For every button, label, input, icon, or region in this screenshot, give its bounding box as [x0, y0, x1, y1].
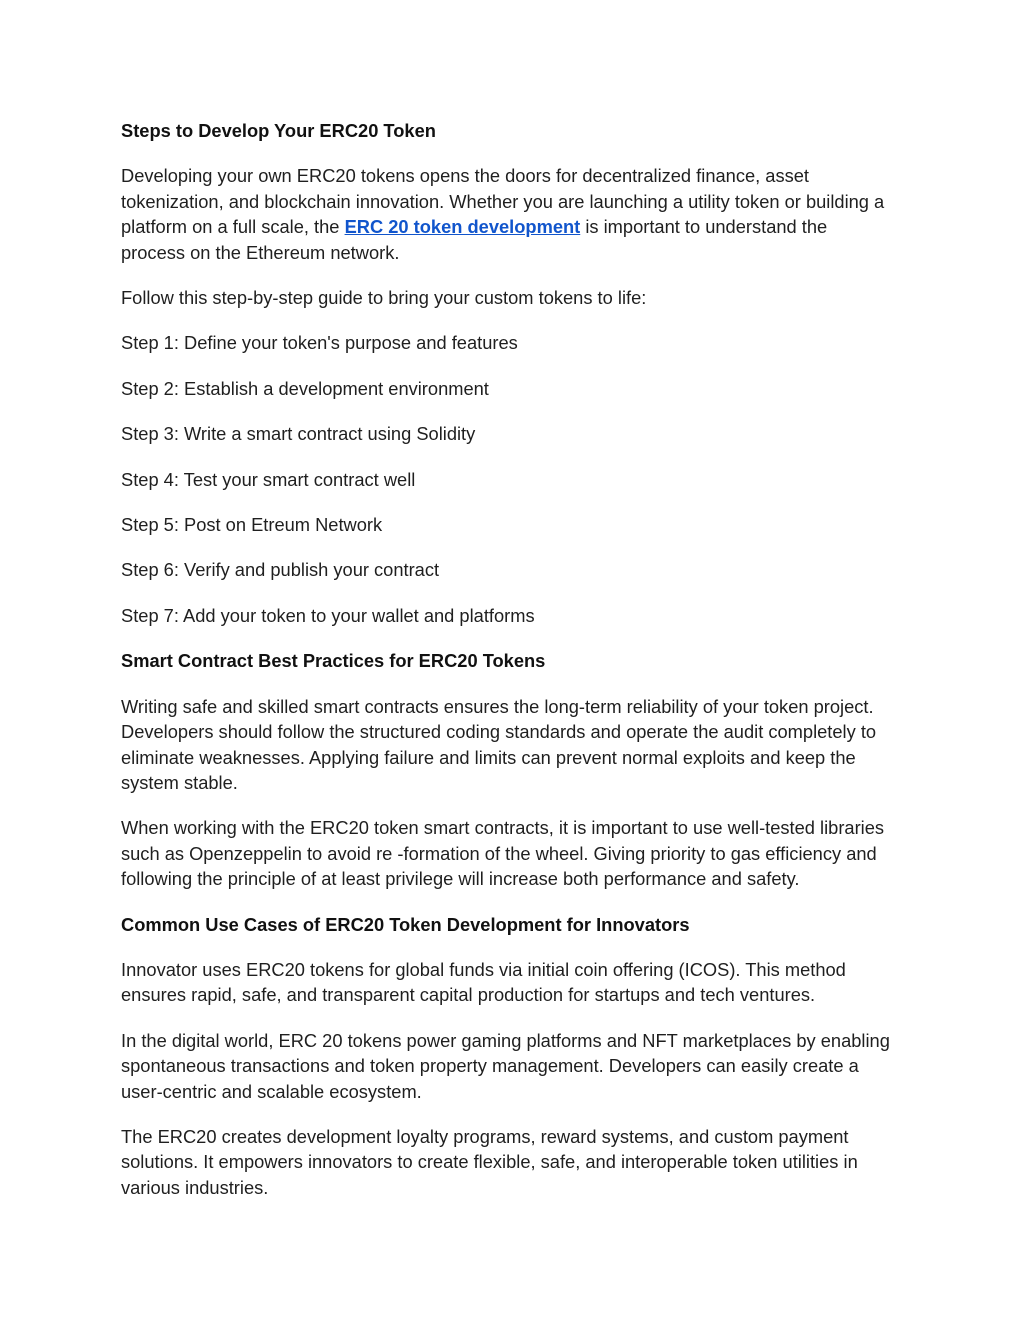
- step-item-2: Step 2: Establish a development environment: [121, 377, 489, 399]
- heading-steps: Steps to Develop Your ERC20 Token: [121, 120, 436, 141]
- intro-text-before-link: Developing your own ERC20 tokens opens the doors for decentralized finance, asset tokenization, and blockchain innovation. Whether you are launching a utility token or building a platform on a full scale, the: [121, 165, 885, 238]
- heading-best-practices: Smart Contract Best Practices for ERC20 Tokens: [121, 650, 546, 672]
- practices-paragraph-1: Writing safe and skilled smart contracts ensures the long-term reliability of your token project. Developers should follow the structured coding standards and operate the audit completely to eliminate weaknesses. Applying failure and limits can prevent normal exploits and keep the system stable.: [121, 695, 877, 793]
- step-item-6: Step 6: Verify and publish your contract: [121, 559, 440, 581]
- use-case-paragraph-1: Innovator uses ERC20 tokens for global funds via initial coin offering (ICOS). This method ensures rapid, safe, and transparent capital production for startups and tech ventures.: [121, 958, 846, 1006]
- step-item-5: Step 5: Post on Etreum Network: [121, 514, 383, 536]
- step-item-3: Step 3: Write a smart contract using Solidity: [121, 423, 476, 445]
- guide-intro-paragraph: Follow this step-by-step guide to bring your custom tokens to life:: [121, 287, 647, 309]
- intro-paragraph: [121, 163, 896, 265]
- heading-use-cases: Common Use Cases of ERC20 Token Development for Innovators: [121, 913, 690, 935]
- step-item-7: Step 7: Add your token to your wallet and platforms: [121, 604, 535, 626]
- erc20-development-link[interactable]: ERC 20 token development: [344, 216, 581, 238]
- intro-text-after-link: is important to understand the process on the Ethereum network.: [121, 216, 828, 263]
- document-body: [121, 118, 896, 1220]
- step-item-1: Step 1: Define your token's purpose and features: [121, 332, 518, 354]
- use-case-paragraph-3: The ERC20 creates development loyalty programs, reward systems, and custom payment solutions. It empowers innovators to create flexible, safe, and interoperable token utilities in various industries.: [121, 1125, 858, 1198]
- use-case-paragraph-2: In the digital world, ERC 20 tokens power gaming platforms and NFT marketplaces by enabling spontaneous transactions and token property management. Developers can easily create a user-centric and scalable ecosystem.: [121, 1029, 890, 1102]
- practices-paragraph-2: When working with the ERC20 token smart contracts, it is important to use well-tested libraries such as Openzeppelin to avoid re -formation of the wheel. Giving priority to gas efficiency and following the principle of at least privilege will increase both performance and safety.: [121, 817, 885, 890]
- step-item-4: Step 4: Test your smart contract well: [121, 468, 416, 490]
